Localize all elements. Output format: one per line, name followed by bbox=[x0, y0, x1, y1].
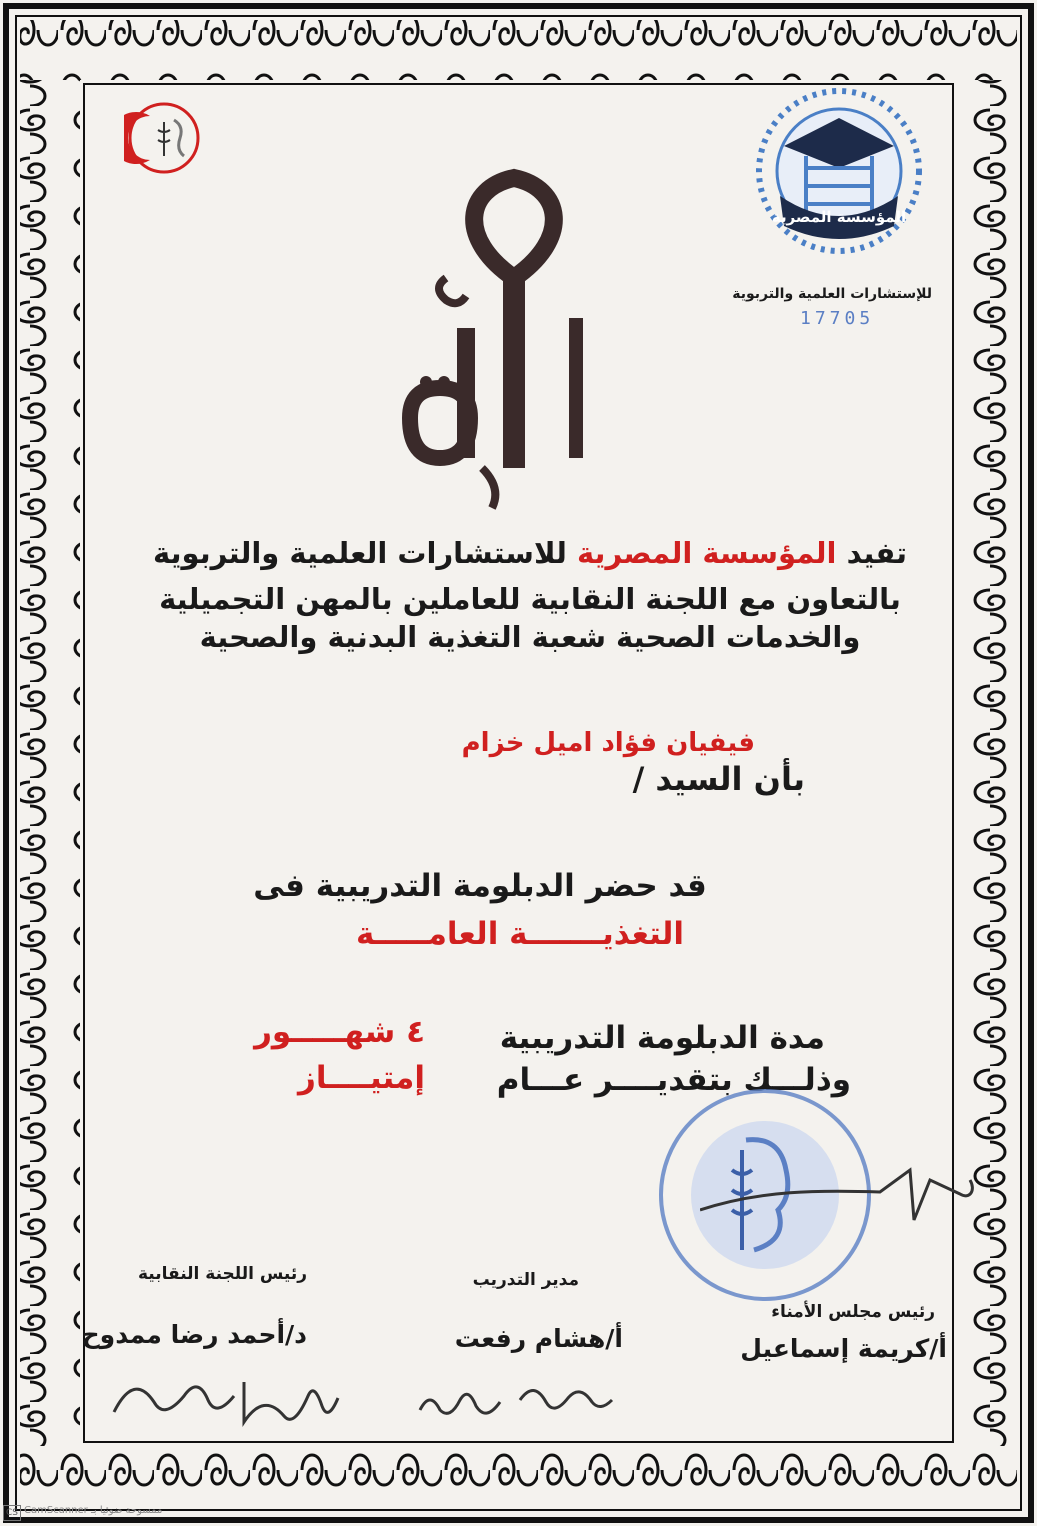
attended-text: قد حضر الدبلومة التدريبية فى bbox=[253, 868, 707, 904]
recipient-name: فيفيان فؤاد اميل خزام bbox=[461, 728, 755, 758]
grade-value: إمتيــــاز bbox=[298, 1060, 425, 1096]
duration-label: مدة الدبلومة التدريبية bbox=[499, 1020, 825, 1056]
organization-caption: للإستشارات العلمية والتربوية bbox=[732, 286, 932, 302]
scanner-logo: CS bbox=[3, 1505, 21, 1521]
signature-board-president bbox=[104, 1362, 354, 1432]
signatory-title-training: مدير التدريب bbox=[472, 1270, 579, 1290]
recipient-label: بأن السيد / bbox=[632, 760, 805, 798]
syndicate-logo bbox=[124, 98, 204, 178]
signature-stroke bbox=[700, 1150, 980, 1240]
foundation-logo bbox=[744, 76, 934, 266]
signatory-title-board: رئيس مجلس الأمناء bbox=[771, 1302, 935, 1322]
signature-training-manager bbox=[410, 1370, 640, 1430]
signatory-name-board: أ/كريمة إسماعيل bbox=[740, 1334, 947, 1363]
intro-line-2: بالتعاون مع اللجنة النقابية للعاملين بالمهن التجميلية bbox=[159, 582, 901, 616]
ifada-calligraphy bbox=[396, 168, 606, 518]
grade-label: وذلـــك بتقديــــر عـــام bbox=[496, 1062, 851, 1098]
intro-line-3: والخدمات الصحية شعبة التغذية البدنية والصحية bbox=[199, 620, 861, 654]
signatory-name-committee: د/أحمد رضا ممدوح bbox=[81, 1320, 307, 1349]
logo-banner-text: المؤسسة المصرية bbox=[771, 208, 907, 226]
stamp-number: 17705 bbox=[800, 308, 875, 329]
intro-prefix: تفيد bbox=[846, 536, 907, 570]
intro-line-1 bbox=[120, 536, 940, 570]
intro-suffix: للاستشارات العلمية والتربوية bbox=[153, 536, 567, 570]
signatory-name-training: أ/هشام رفعت bbox=[454, 1324, 623, 1353]
scanner-watermark: CamScanner ممسوحة ضوئيا بـ bbox=[24, 1505, 163, 1516]
intro-org-name: المؤسسة المصرية bbox=[576, 536, 837, 570]
signatory-title-committee: رئيس اللجنة النقابية bbox=[137, 1264, 307, 1284]
course-name: التغذيـــــــة العامـــــة bbox=[355, 916, 685, 952]
duration-value: ٤ شهـــــور bbox=[254, 1014, 425, 1050]
